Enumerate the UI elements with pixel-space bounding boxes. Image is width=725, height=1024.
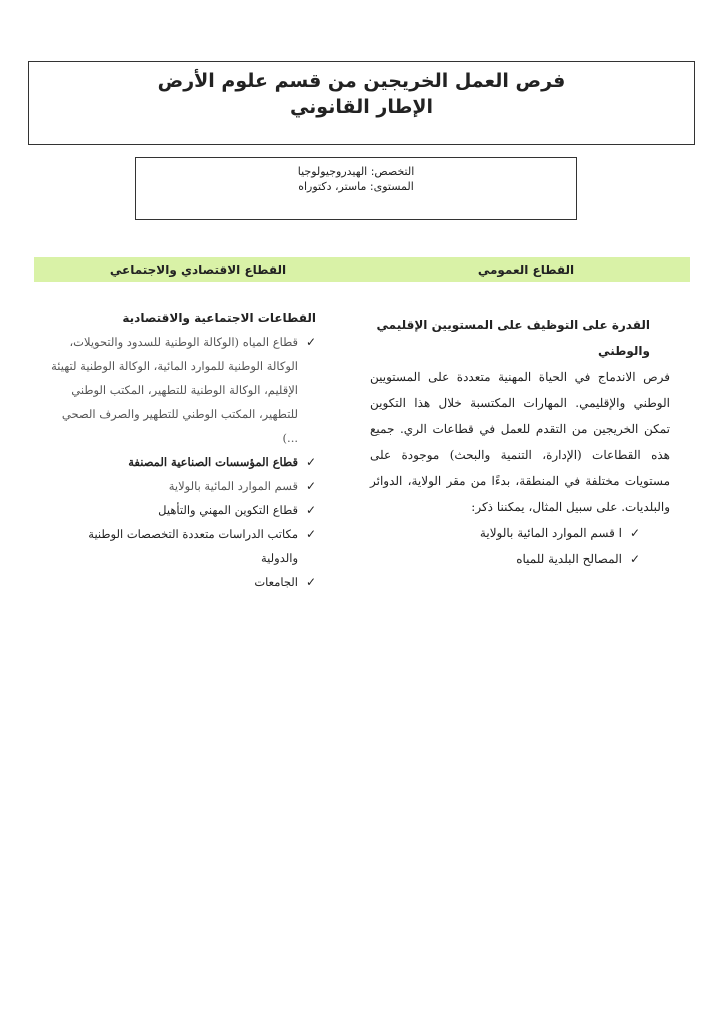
title-box <box>28 61 695 145</box>
economic-sector-subheading: القطاعات الاجتماعية والاقتصادية <box>122 311 316 325</box>
public-sector-subheading: القدرة على التوظيف على المستويين الإقليمي والوطني <box>376 318 650 358</box>
page-subtitle: الإطار القانوني <box>289 96 434 118</box>
checkmark-icon: ✓ <box>305 479 316 493</box>
public-sector-heading: القطاع العمومي <box>477 262 575 277</box>
list-item: ✓ قطاع المياه (الوكالة الوطنية للسدود والتحويلات، الوكالة الوطنية للموارد المائية، الوكالة الوطنية لتهيئة الإقليم، الوكالة الوطنية للتطهير، المكتب الوطني للتطهير، المكتب الوطني للتطهير والصرف الصحي ...) <box>48 330 316 450</box>
page-title: فرص العمل الخريجين من قسم علوم الأرض <box>157 70 566 92</box>
checkmark-icon: ✓ <box>305 503 316 517</box>
list-item: ✓ ا قسم الموارد المائية بالولاية <box>370 520 640 546</box>
public-sector-column <box>370 312 670 572</box>
economic-sector-heading: القطاع الاقتصادي والاجتماعي <box>109 262 287 277</box>
checkmark-icon: ✓ <box>305 335 316 349</box>
list-item: ✓ الجامعات <box>48 570 316 594</box>
public-sector-paragraph: فرص الاندماج في الحياة المهنية متعددة على المستويين الوطني والإقليمي. المهارات المكتسبة خلال هذا التكوين تمكن الخريجين من التقدم للعمل في قطاعات الري. جميع هذه القطاعات (الإدارة، التنمية والبحث) موجودة على مستويات مختلفة في المنطقة، بدءًا من مقر الولاية، الدوائر والبلديات. على سبيل المثال، يمكننا ذكر: <box>370 370 670 514</box>
list-item: ✓ المصالح البلدية للمياه <box>370 546 640 572</box>
checkmark-icon: ✓ <box>629 552 640 566</box>
public-sector-list <box>370 520 670 572</box>
economic-sector-list <box>48 330 316 594</box>
checkmark-icon: ✓ <box>305 455 316 469</box>
list-item: ✓ قسم الموارد المائية بالولاية <box>48 474 316 498</box>
economic-sector-column <box>48 306 316 594</box>
list-item: ✓ مكاتب الدراسات متعددة التخصصات الوطنية والدولية <box>48 522 316 570</box>
list-item: ✓ قطاع التكوين المهني والتأهيل <box>48 498 316 522</box>
list-item: ✓ قطاع المؤسسات الصناعية المصنفة <box>48 450 316 474</box>
specialty-text: التخصص: الهيدروجيولوجيا <box>297 165 415 178</box>
checkmark-icon: ✓ <box>629 526 640 540</box>
checkmark-icon: ✓ <box>305 575 316 589</box>
checkmark-icon: ✓ <box>305 527 316 541</box>
level-text: المستوى: ماستر، دكتوراه <box>298 180 414 193</box>
section-header-bar <box>34 257 690 282</box>
specialty-box <box>135 157 577 220</box>
